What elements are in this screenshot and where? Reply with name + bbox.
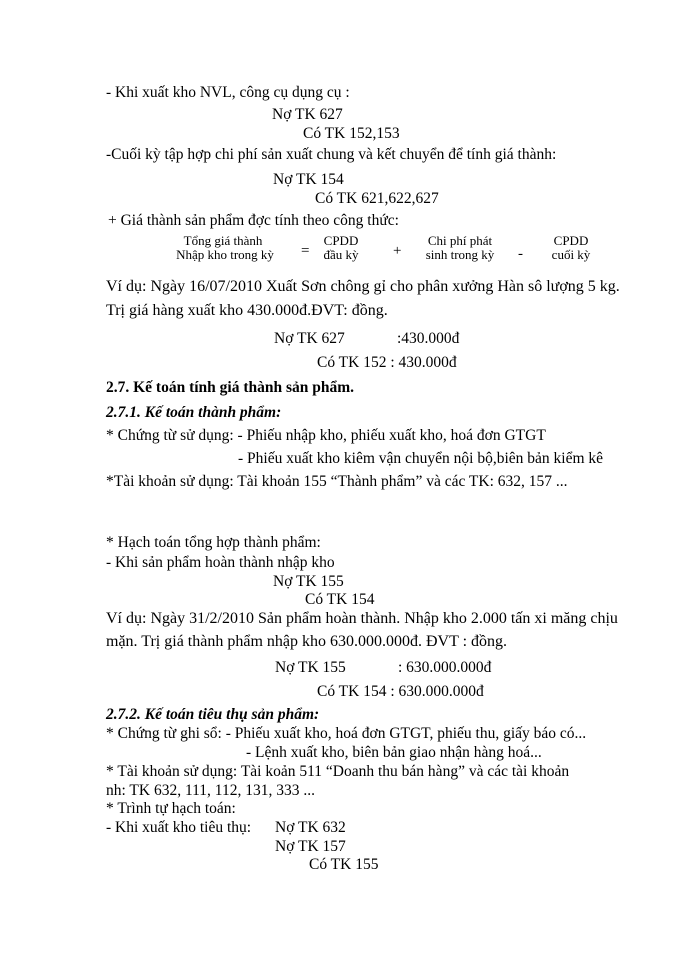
text-line: * Trình tự hạch toán: <box>106 800 236 817</box>
entry-credit: Có TK 154 <box>305 591 375 608</box>
subsection-heading: 2.7.2. Kế toán tiêu thụ sản phẩm: <box>106 706 320 723</box>
formula-term: CPDD <box>323 233 359 248</box>
entry-debit: Nợ TK 154 <box>273 171 344 188</box>
text-line: * Chứng từ sử dụng: - Phiếu nhập kho, phiếu xuất kho, hoá đơn GTGT <box>106 427 546 444</box>
text-line: -Cuối kỳ tập hợp chi phí sản xuất chung và kết chuyển để tính giá thành: <box>106 146 557 163</box>
entry-credit: Có TK 154 : 630.000.000đ <box>317 683 484 700</box>
text-line: - Lệnh xuất kho, biên bản giao nhận hàng hoá... <box>246 744 542 761</box>
formula-term: Tổng giá thành <box>183 233 263 248</box>
entry-debit: Nợ TK 627 <box>274 330 345 347</box>
formula-term: CPDD <box>553 233 589 248</box>
subsection-heading: 2.7.1. Kế toán thành phẩm: <box>106 404 282 421</box>
text-line: - Khi xuất kho tiêu thụ: <box>106 819 252 836</box>
entry-debit: Nợ TK 627 <box>272 106 343 123</box>
text-line: - Khi xuất kho NVL, công cụ dụng cụ : <box>106 84 350 101</box>
entry-credit: Có TK 155 <box>309 856 379 873</box>
entry-debit: Nợ TK 632 <box>275 819 346 836</box>
text-line: * Tài khoản sử dụng: Tài koản 511 “Doanh thu bán hàng” và các tài khoản <box>106 763 570 780</box>
entry-debit: Nợ TK 157 <box>275 838 346 855</box>
entry-amount: :430.000đ <box>397 330 460 347</box>
entry-credit: Có TK 152 : 430.000đ <box>317 354 457 371</box>
entry-debit: Nợ TK 155 <box>273 573 344 590</box>
text-line: - Phiếu xuất kho kiêm vận chuyển nội bộ,biên bản kiểm kê <box>238 450 604 467</box>
entry-amount: : 630.000.000đ <box>398 659 492 676</box>
entry-credit: Có TK 152,153 <box>303 125 400 142</box>
text-line: - Khi sản phẩm hoàn thành nhập kho <box>106 554 335 571</box>
text-line: Ví dụ: Ngày 16/07/2010 Xuất Sơn chông gỉ cho phân xưởng Hàn sô lượng 5 kg. <box>106 278 620 295</box>
text-line: * Hạch toán tổng hợp thành phẩm: <box>106 534 321 551</box>
formula-term: Nhập kho trong kỳ <box>176 247 274 262</box>
formula-term: Chi phí phát <box>427 233 493 248</box>
text-line: Ví dụ: Ngày 31/2/2010 Sản phẩm hoàn thành. Nhập kho 2.000 tấn xi măng chịu <box>106 610 618 627</box>
section-heading: 2.7. Kế toán tính giá thành sản phẩm. <box>106 379 355 396</box>
text-line: mặn. Trị giá thành phẩm nhập kho 630.000.000đ. ĐVT : đồng. <box>106 633 508 650</box>
formula-term: sinh trong kỳ <box>425 247 495 262</box>
text-line: * Chứng từ ghi sổ: - Phiếu xuất kho, hoá đơn GTGT, phiếu thu, giấy báo có... <box>106 725 587 742</box>
formula-term: đầu kỳ <box>323 247 359 262</box>
entry-debit: Nợ TK 155 <box>275 659 346 676</box>
text-line: + Giá thành sản phẩm đợc tính theo công thức: <box>108 212 399 229</box>
minus-sign: - <box>518 246 523 262</box>
entry-credit: Có TK 621,622,627 <box>315 190 439 207</box>
plus-sign: + <box>393 243 402 259</box>
text-line: nh: TK 632, 111, 112, 131, 333 ... <box>106 782 315 799</box>
text-line: *Tài khoản sử dụng: Tài khoản 155 “Thành phẩm” và các TK: 632, 157 ... <box>106 473 568 490</box>
equals-sign: = <box>301 243 310 259</box>
text-line: Trị giá hàng xuất kho 430.000đ.ĐVT: đồng. <box>106 302 388 319</box>
formula-term: cuối kỳ <box>551 247 591 262</box>
